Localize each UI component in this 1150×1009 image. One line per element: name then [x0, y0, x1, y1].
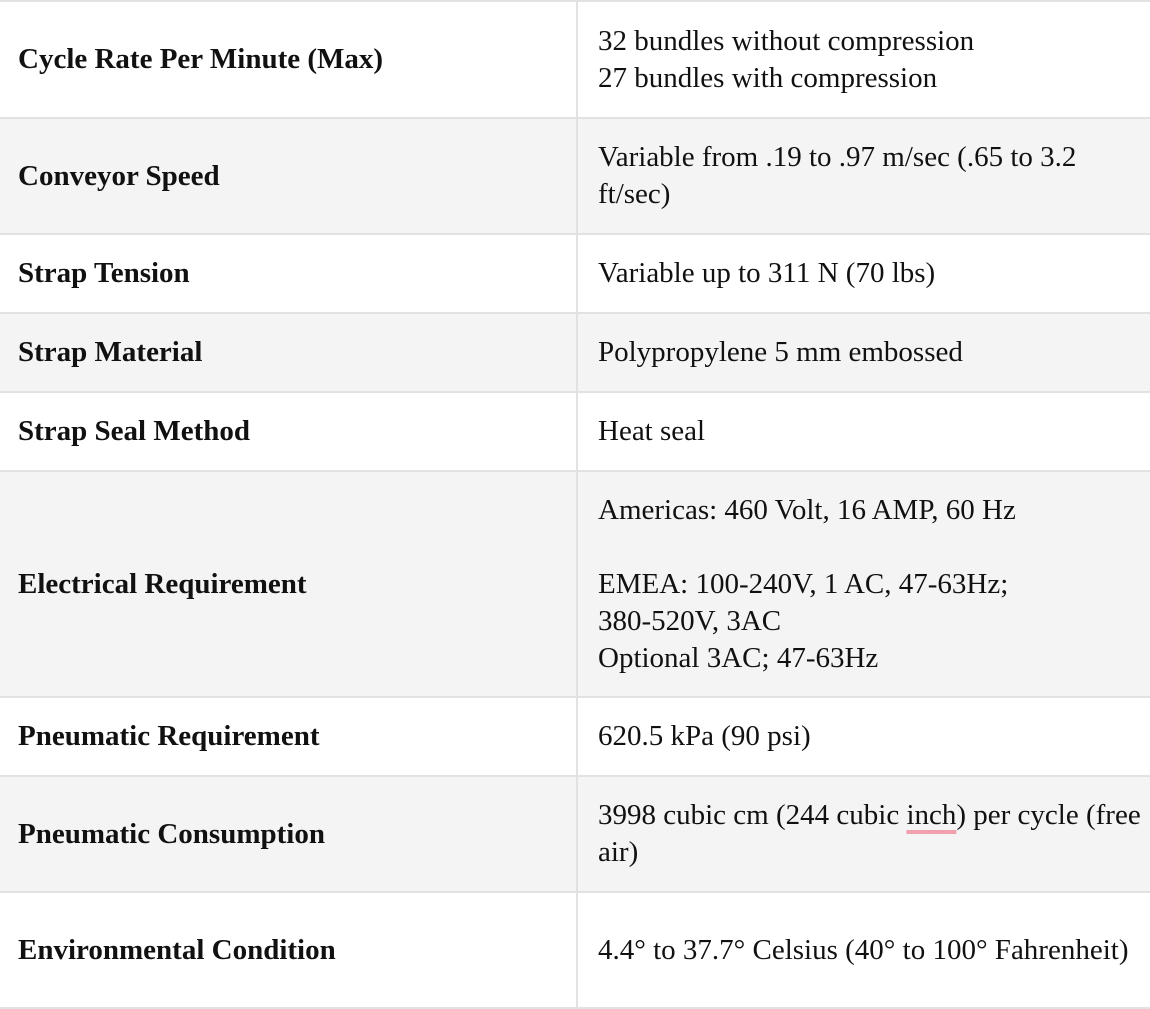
spec-value: 4.4° to 37.7° Celsius (40° to 100° Fahrenheit) [577, 892, 1150, 1008]
spec-label: Electrical Requirement [0, 471, 577, 697]
spec-value: Polypropylene 5 mm embossed [577, 313, 1150, 392]
spec-label: Strap Seal Method [0, 392, 577, 471]
table-row [0, 471, 1150, 697]
spec-value [577, 471, 1150, 697]
table-row [0, 234, 1150, 313]
spec-value: 620.5 kPa (90 psi) [577, 697, 1150, 776]
spec-value-line: Americas: 460 Volt, 16 AMP, 60 Hz [598, 493, 1016, 526]
table-row [0, 1, 1150, 118]
line-gap [598, 529, 1142, 566]
spec-label: Cycle Rate Per Minute (Max) [0, 1, 577, 118]
spec-value [577, 1, 1150, 118]
spec-value-text: 3998 cubic cm (244 cubic [598, 799, 907, 831]
table-row [0, 892, 1150, 1008]
spec-label: Conveyor Speed [0, 118, 577, 234]
spec-label: Pneumatic Requirement [0, 697, 577, 776]
spec-label: Strap Tension [0, 234, 577, 313]
spec-value [577, 776, 1150, 892]
spec-value: Variable up to 311 N (70 lbs) [577, 234, 1150, 313]
table-row [0, 313, 1150, 392]
table-row [0, 697, 1150, 776]
spec-value-line: Optional 3AC; 47-63Hz [598, 641, 879, 674]
spec-value-line: 27 bundles with compression [598, 61, 938, 94]
spec-value: Variable from .19 to .97 m/sec (.65 to 3.2 ft/sec) [577, 118, 1150, 234]
table-row [0, 776, 1150, 892]
table-row [0, 392, 1150, 471]
spec-value-line: EMEA: 100-240V, 1 AC, 47-63Hz; [598, 567, 1009, 600]
spec-value-text: ) per cycle (free air) [598, 799, 1141, 868]
spellcheck-flagged-word[interactable]: inch [906, 799, 957, 831]
spec-label: Environmental Condition [0, 892, 577, 1008]
table-row [0, 118, 1150, 234]
spec-label: Pneumatic Consumption [0, 776, 577, 892]
spec-value: Heat seal [577, 392, 1150, 471]
spec-value-line: 380-520V, 3AC [598, 604, 782, 637]
spec-value-line: 32 bundles without compression [598, 24, 975, 57]
spec-label: Strap Material [0, 313, 577, 392]
